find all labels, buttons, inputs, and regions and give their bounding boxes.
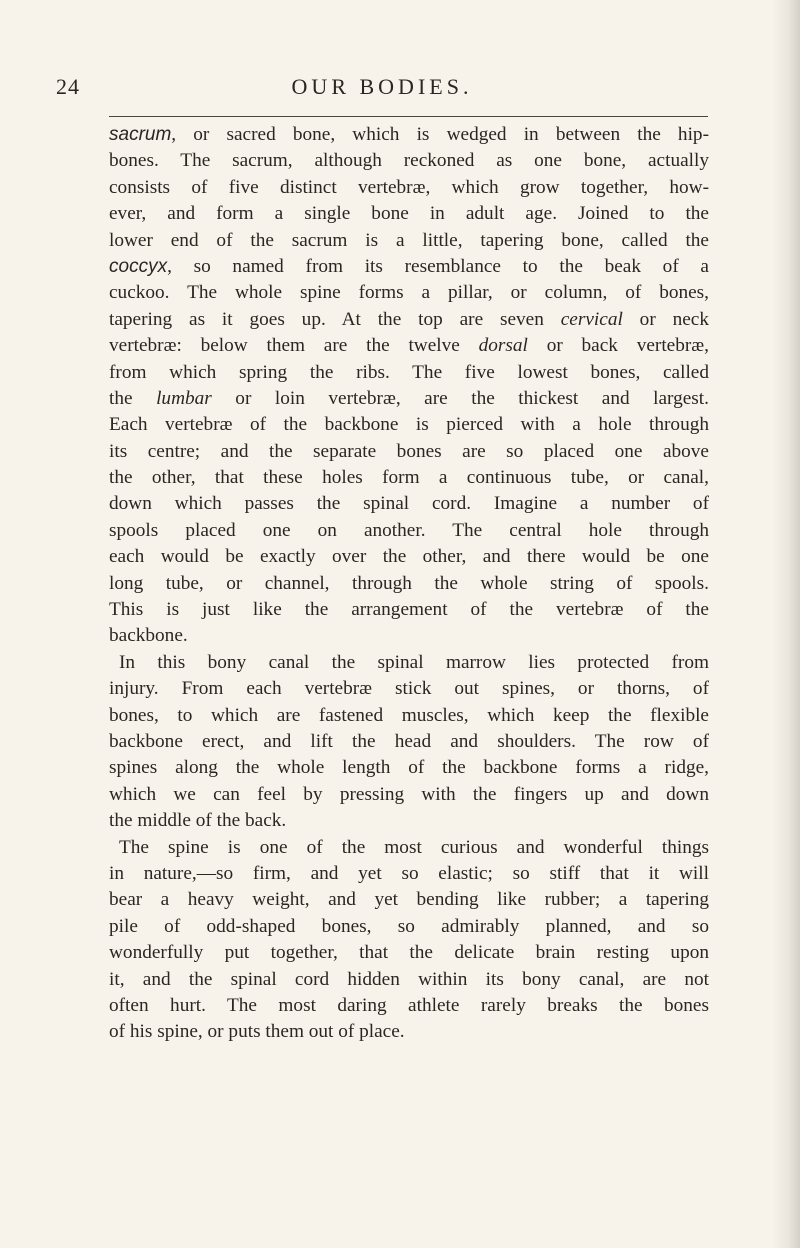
page-edge-shadow xyxy=(772,0,800,1248)
text-segment: down which passes the spinal cord. Imagine a number of xyxy=(109,493,709,515)
text-line xyxy=(109,571,709,597)
text-line xyxy=(109,703,709,729)
text-line xyxy=(109,439,709,465)
text-line xyxy=(109,623,709,649)
italic-term: dorsal xyxy=(478,335,528,357)
text-segment: injury. From each vertebræ stick out spines, or thorns, of xyxy=(109,678,709,700)
text-segment: from which spring the ribs. The five lowest bones, called xyxy=(109,361,709,383)
text-line xyxy=(109,412,709,438)
text-segment: spools placed one on another. The central hole through xyxy=(109,519,709,541)
text-line xyxy=(109,280,709,306)
text-line xyxy=(109,254,709,280)
text-segment: In this bony canal the spinal marrow lies protected from xyxy=(119,651,709,673)
text-segment: the xyxy=(109,387,157,409)
text-segment: bones, to which are fastened muscles, which keep the flexible xyxy=(109,704,709,726)
text-segment: , or sacred bone, which is wedged in between the hip- xyxy=(171,124,709,145)
text-line xyxy=(109,228,709,254)
text-line xyxy=(109,993,709,1019)
text-line xyxy=(109,122,709,148)
text-segment: the middle of the back. xyxy=(109,810,287,832)
text-segment: wonderfully put together, that the delicate brain resting upon xyxy=(109,942,709,964)
text-segment: in nature,—so firm, and yet so elastic; so stiff that it will xyxy=(109,862,709,884)
text-line xyxy=(109,914,709,940)
text-line xyxy=(109,755,709,781)
text-segment: of his spine, or puts them out of place. xyxy=(109,1021,405,1043)
text-segment: ever, and form a single bone in adult age. Joined to the xyxy=(109,203,709,225)
text-segment: each would be exactly over the other, and there would be one xyxy=(109,546,709,568)
text-line xyxy=(109,782,709,808)
text-segment: it, and the spinal cord hidden within its bony canal, are not xyxy=(109,968,709,990)
anatomical-term: sacrum xyxy=(109,124,172,145)
text-line xyxy=(109,597,709,623)
text-line xyxy=(109,1019,709,1045)
running-title: OUR BODIES. xyxy=(291,74,473,99)
body-text xyxy=(109,122,709,1046)
anatomical-term: coccyx xyxy=(109,255,168,277)
text-segment: Each vertebræ of the backbone is pierced with a hole through xyxy=(109,414,709,436)
text-segment: which we can feel by pressing with the fingers up and down xyxy=(109,783,709,805)
text-line xyxy=(109,518,709,544)
text-segment: backbone erect, and lift the head and shoulders. The row of xyxy=(109,730,709,752)
text-segment: or loin vertebræ, are the thickest and largest. xyxy=(211,387,709,409)
text-segment: its centre; and the separate bones are so placed one above xyxy=(109,440,709,462)
text-line xyxy=(109,861,709,887)
text-segment: spines along the whole length of the backbone forms a ridge, xyxy=(109,757,709,779)
text-line xyxy=(109,729,709,755)
text-segment: The spine is one of the most curious and wonderful things xyxy=(119,836,709,858)
text-line xyxy=(109,307,709,333)
text-line xyxy=(109,148,709,174)
text-line xyxy=(109,967,709,993)
text-line xyxy=(109,940,709,966)
text-line xyxy=(109,491,709,517)
page-header xyxy=(56,66,708,106)
text-segment: consists of five distinct vertebræ, which grow together, how- xyxy=(109,176,709,198)
text-segment: long tube, or channel, through the whole string of spools. xyxy=(109,572,709,594)
text-segment: or neck xyxy=(622,308,709,330)
text-segment: vertebræ: below them are the twelve xyxy=(109,335,479,357)
text-line xyxy=(109,808,709,834)
text-line xyxy=(109,650,709,676)
text-line xyxy=(109,465,709,491)
text-line xyxy=(109,544,709,570)
text-line xyxy=(109,887,709,913)
text-line xyxy=(109,201,709,227)
header-rule xyxy=(109,116,708,117)
text-segment: pile of odd-shaped bones, so admirably planned, and so xyxy=(109,915,709,937)
text-line xyxy=(109,175,709,201)
text-line xyxy=(109,333,709,359)
text-segment: or back vertebræ, xyxy=(527,335,709,357)
text-segment: bones. The sacrum, although reckoned as one bone, actually xyxy=(109,150,709,172)
text-line xyxy=(109,386,709,412)
text-segment: backbone. xyxy=(109,625,188,647)
text-line xyxy=(109,676,709,702)
text-segment: the other, that these holes form a continuous tube, or canal, xyxy=(109,467,709,489)
italic-term: lumbar xyxy=(156,387,212,409)
text-segment: often hurt. The most daring athlete rarely breaks the bones xyxy=(109,994,709,1016)
italic-term: cervical xyxy=(560,308,623,330)
text-segment: tapering as it goes up. At the top are seven xyxy=(109,308,561,330)
text-segment: lower end of the sacrum is a little, tapering bone, called the xyxy=(109,229,709,251)
text-segment: This is just like the arrangement of the vertebræ of the xyxy=(109,599,709,621)
text-line xyxy=(109,360,709,386)
text-segment: cuckoo. The whole spine forms a pillar, or column, of bones, xyxy=(109,282,709,304)
page-number: 24 xyxy=(56,74,80,99)
text-segment: bear a heavy weight, and yet bending like rubber; a tapering xyxy=(109,889,709,911)
text-segment: , so named from its resemblance to the beak of a xyxy=(167,255,709,277)
text-line xyxy=(109,835,709,861)
